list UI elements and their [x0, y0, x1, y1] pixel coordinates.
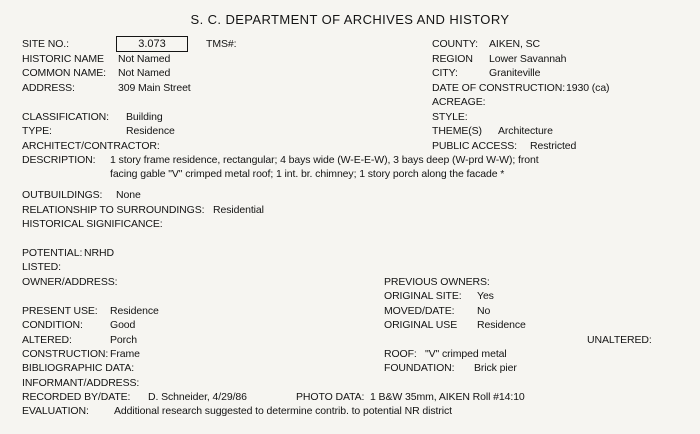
region-value: Lower Savannah	[489, 53, 567, 65]
original-use-label: ORIGINAL USE	[384, 319, 458, 331]
county-label: COUNTY:	[432, 38, 478, 50]
site-no-box: 3.073	[116, 36, 188, 52]
roof-value: "V" crimped metal	[425, 348, 507, 360]
description-label: DESCRIPTION:	[22, 154, 96, 166]
classification-value: Building	[126, 111, 163, 123]
common-name-value: Not Named	[118, 67, 171, 79]
site-no-label: SITE NO.:	[22, 38, 69, 50]
roof-label: ROOF:	[384, 348, 417, 360]
original-site-label: ORIGINAL SITE:	[384, 290, 462, 302]
moved-date-label: MOVED/DATE:	[384, 305, 455, 317]
date-of-construction-label: DATE OF CONSTRUCTION:	[432, 82, 566, 94]
type-value: Residence	[126, 125, 175, 137]
historic-name-value: Not Named	[118, 53, 171, 65]
potential-value: NRHD	[84, 247, 114, 259]
tms-label: TMS#:	[206, 38, 237, 50]
photo-value: 1 B&W 35mm, AIKEN Roll #14:10	[370, 391, 525, 403]
type-label: TYPE:	[22, 125, 52, 137]
description-line-2: facing gable "V" crimped metal roof; 1 int. br. chimney; 1 story porch along the facade *	[110, 168, 505, 180]
significance-label: HISTORICAL SIGNIFICANCE:	[22, 218, 163, 230]
architect-label: ARCHITECT/CONTRACTOR:	[22, 140, 160, 152]
description-line-1: 1 story frame residence, rectangular; 4 bays wide (W-E-E-W), 3 bays deep (W-prd W-W); front	[110, 154, 539, 166]
relationship-value: Residential	[213, 204, 264, 216]
evaluation-label: EVALUATION:	[22, 405, 89, 417]
construction-value: Frame	[110, 348, 140, 360]
original-site-value: Yes	[477, 290, 494, 302]
city-value: Graniteville	[489, 67, 541, 79]
recorded-value: D. Schneider, 4/29/86	[148, 391, 247, 403]
acreage-label: ACREAGE:	[432, 96, 486, 108]
recorded-label: RECORDED BY/DATE:	[22, 391, 131, 403]
relationship-label: RELATIONSHIP TO SURROUNDINGS:	[22, 204, 205, 216]
address-value: 309 Main Street	[118, 82, 191, 94]
theme-label: THEME(S)	[432, 125, 482, 137]
city-label: CITY:	[432, 67, 458, 79]
date-of-construction-value: 1930 (ca)	[566, 82, 610, 94]
informant-label: INFORMANT/ADDRESS:	[22, 377, 140, 389]
bibliographic-label: BIBLIOGRAPHIC DATA:	[22, 362, 135, 374]
historic-name-label: HISTORIC NAME	[22, 53, 104, 65]
outbuildings-label: OUTBUILDINGS:	[22, 189, 103, 201]
theme-value: Architecture	[498, 125, 553, 137]
evaluation-value: Additional research suggested to determine contrib. to potential NR district	[114, 405, 452, 417]
county-value: AIKEN, SC	[489, 38, 541, 50]
original-use-value: Residence	[477, 319, 526, 331]
public-access-value: Restricted	[530, 140, 577, 152]
altered-label: ALTERED:	[22, 334, 72, 346]
present-use-label: PRESENT USE:	[22, 305, 98, 317]
style-label: STYLE:	[432, 111, 468, 123]
construction-label: CONSTRUCTION:	[22, 348, 109, 360]
potential-label: POTENTIAL:	[22, 247, 83, 259]
region-label: REGION	[432, 53, 473, 65]
listed-label: LISTED:	[22, 261, 61, 273]
present-use-value: Residence	[110, 305, 159, 317]
unaltered-label: UNALTERED:	[587, 334, 652, 346]
condition-value: Good	[110, 319, 136, 331]
address-label: ADDRESS:	[22, 82, 75, 94]
common-name-label: COMMON NAME:	[22, 67, 106, 79]
altered-value: Porch	[110, 334, 137, 346]
condition-label: CONDITION:	[22, 319, 83, 331]
foundation-label: FOUNDATION:	[384, 362, 455, 374]
photo-label: PHOTO DATA:	[296, 391, 365, 403]
owner-label: OWNER/ADDRESS:	[22, 276, 118, 288]
classification-label: CLASSIFICATION:	[22, 111, 109, 123]
public-access-label: PUBLIC ACCESS:	[432, 140, 517, 152]
previous-owners-label: PREVIOUS OWNERS:	[384, 276, 490, 288]
moved-date-value: No	[477, 305, 491, 317]
form-header: S. C. DEPARTMENT OF ARCHIVES AND HISTORY	[190, 12, 510, 27]
outbuildings-value: None	[116, 189, 141, 201]
foundation-value: Brick pier	[474, 362, 517, 374]
